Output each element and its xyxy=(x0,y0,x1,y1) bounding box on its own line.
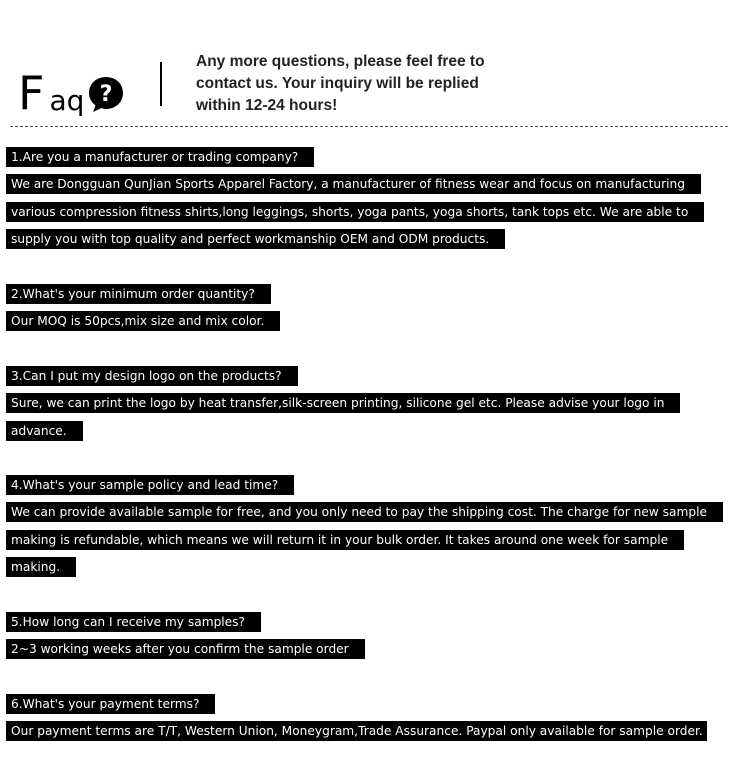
faq-answer-line: Our MOQ is 50pcs,mix size and mix color. xyxy=(6,311,280,331)
faq-item-5 xyxy=(6,612,750,667)
faq-answer-line: making. xyxy=(6,557,76,577)
faq-logo xyxy=(18,56,126,120)
intro-text xyxy=(196,51,526,117)
faq-answer-line: advance. xyxy=(6,421,83,441)
faq-question: 2.What's your minimum order quantity? xyxy=(6,284,271,304)
faq-answer-line: We are Dongguan QunJian Sports Apparel Factory, a manufacturer of fitness wear and focus on manufacturing xyxy=(6,174,701,194)
faq-answer-line: making is refundable, which means we will return it in your bulk order. It takes around one week for sample xyxy=(6,530,684,550)
faq-item-4 xyxy=(6,475,750,584)
faq-answer-line: We can provide available sample for free, and you only need to pay the shipping cost. The charge for new sample xyxy=(6,502,723,522)
faq-item-3 xyxy=(6,366,750,448)
question-bubble-icon xyxy=(86,74,126,114)
dashed-divider xyxy=(10,126,728,127)
faq-question: 5.How long can I receive my samples? xyxy=(6,612,261,632)
faq-logo-aq: aq xyxy=(49,84,85,117)
intro-line: within 12-24 hours! xyxy=(196,97,338,114)
faq-answer-line: Our payment terms are T/T, Western Union, Moneygram,Trade Assurance. Paypal only available for sample order. xyxy=(6,721,707,741)
faq-question: 3.Can I put my design logo on the products? xyxy=(6,366,298,386)
faq-answer-line: Sure, we can print the logo by heat transfer,silk-screen printing, silicone gel etc. Please advise your logo in xyxy=(6,393,680,413)
faq-question: 6.What's your payment terms? xyxy=(6,694,215,714)
faq-question: 4.What's your sample policy and lead time? xyxy=(6,475,294,495)
faq-question: 1.Are you a manufacturer or trading company? xyxy=(6,147,314,167)
svg-text:?: ? xyxy=(100,82,113,107)
faq-logo-F: F xyxy=(18,66,46,120)
intro-line: contact us. Your inquiry will be replied xyxy=(196,75,479,92)
faq-answer-line: supply you with top quality and perfect workmanship OEM and ODM products. xyxy=(6,229,505,249)
intro-line: Any more questions, please feel free to xyxy=(196,53,485,70)
faq-item-2 xyxy=(6,284,750,339)
faq-answer-line: 2~3 working weeks after you confirm the sample order xyxy=(6,639,365,659)
faq-item-6 xyxy=(6,694,750,749)
faq-item-1 xyxy=(6,147,750,256)
faq-header xyxy=(18,53,738,120)
faq-answer-line: various compression fitness shirts,long leggings, shorts, yoga pants, yoga shorts, tank tops etc. We are able to xyxy=(6,202,704,222)
header-divider xyxy=(160,62,162,106)
